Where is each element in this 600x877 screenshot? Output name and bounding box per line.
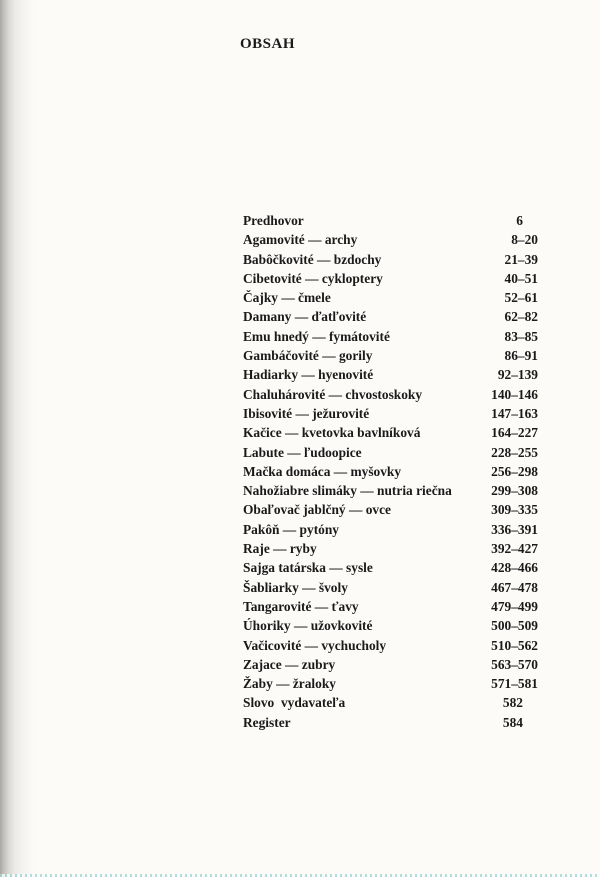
toc-entry-title: Hadiarky — hyenovité: [243, 367, 374, 383]
toc-entry-title: Mačka domáca — myšovky: [243, 463, 402, 479]
toc-entry: [243, 655, 543, 674]
toc-entry-title: Register: [243, 715, 291, 731]
toc-entry-pages: 21–39: [504, 251, 538, 267]
toc-entry-pages: 428–466: [491, 560, 538, 576]
toc-entry: [243, 346, 543, 365]
toc-entry-pages: 479–499: [491, 598, 538, 614]
toc-entry: [243, 539, 543, 558]
toc-entry-title: Žaby — žraloky: [243, 676, 336, 692]
toc-entry: [243, 230, 543, 249]
toc-entry: [243, 713, 543, 733]
toc-entry-pages: 571–581: [491, 676, 538, 692]
toc-entry: [243, 327, 543, 346]
toc-entry-title: Nahožiabre slimáky — nutria riečna: [243, 483, 452, 499]
toc-entry-pages: 467–478: [491, 579, 538, 595]
toc-entry: [243, 385, 543, 404]
toc-entry: [243, 462, 543, 481]
toc-entry-title: Slovo vydavateľa: [243, 695, 346, 711]
toc-entry-title: Ibisovité — ježurovité: [243, 405, 370, 421]
toc-entry-pages: 147–163: [491, 405, 538, 421]
toc-entry-pages: 86–91: [504, 348, 538, 364]
toc-entry-pages: 392–427: [491, 541, 538, 557]
toc-entry-title: Obaľovač jablčný — ovce: [243, 502, 391, 518]
toc-entry-pages: 140–146: [491, 386, 538, 402]
toc-entry: [243, 307, 543, 326]
toc-entry-title: Raje — ryby: [243, 541, 317, 557]
toc-entry: [243, 500, 543, 519]
toc-entry-pages: 309–335: [491, 502, 538, 518]
toc-entry-pages: 6: [516, 213, 523, 228]
toc-entry: [243, 365, 543, 384]
toc-entry-title: Chaluhárovité — chvostoskoky: [243, 386, 423, 402]
toc-entry: [243, 693, 543, 713]
toc-entry-title: Šabliarky — švoly: [243, 579, 348, 595]
toc-entry: [243, 616, 543, 635]
toc-entry-title: Emu hnedý — fymátovité: [243, 328, 390, 344]
toc-entry-pages: 256–298: [491, 463, 538, 479]
toc-entry-pages: 510–562: [491, 637, 538, 653]
toc-entry-pages: 40–51: [504, 270, 538, 286]
toc-entry-pages: 336–391: [491, 521, 538, 537]
toc-entry-pages: 52–61: [504, 290, 538, 306]
toc-entry-title: Čajky — čmele: [243, 290, 331, 306]
toc-entry: [243, 288, 543, 307]
toc-entry: [243, 558, 543, 577]
toc-entry-pages: 582: [502, 695, 523, 711]
toc-entry: [243, 597, 543, 616]
page-title: OBSAH: [240, 36, 296, 52]
toc-entry-pages: 500–509: [491, 618, 538, 634]
toc-entry: [243, 404, 543, 423]
toc-entry-pages: 299–308: [491, 483, 538, 499]
toc-entry-pages: 164–227: [491, 425, 538, 441]
toc-entry-pages: 228–255: [491, 444, 538, 460]
toc-entry-title: Vačicovité — vychucholy: [243, 637, 387, 653]
toc-entry-title: Labute — ľudoopice: [243, 444, 362, 460]
toc-entry-title: Cibetovité — cykloptery: [243, 270, 383, 286]
toc-entry-pages: 62–82: [504, 309, 538, 325]
toc-entry: [243, 443, 543, 462]
toc-entry-pages: 83–85: [504, 328, 538, 344]
toc-entry-pages: 8–20: [511, 232, 538, 248]
toc-entry-title: Pakôň — pytóny: [243, 521, 339, 537]
toc-entry: [243, 578, 543, 597]
toc-entry: [243, 481, 543, 500]
toc-entry-title: Damany — ďatľovité: [243, 309, 367, 325]
toc-entry-title: Sajga tatárska — sysle: [243, 560, 373, 576]
toc-entry-title: Gambáčovité — gorily: [243, 348, 373, 364]
table-of-contents: [243, 211, 543, 733]
toc-entry-title: Kačice — kvetovka bavlníková: [243, 425, 421, 441]
toc-entry-pages: 563–570: [491, 656, 538, 672]
toc-entry: [243, 636, 543, 655]
toc-entry-title: Babôčkovité — bzdochy: [243, 251, 382, 267]
toc-entry-title: Agamovité — archy: [243, 232, 358, 248]
toc-entry-title: Tangarovité — ťavy: [243, 598, 359, 614]
toc-entry: [243, 423, 543, 442]
toc-entry-title: Predhovor: [243, 213, 304, 228]
toc-entry: [243, 520, 543, 539]
toc-entry-pages: 584: [502, 715, 523, 731]
toc-entry: [243, 250, 543, 269]
toc-entry: [243, 269, 543, 288]
toc-entry-title: Úhoriky — užovkovité: [243, 618, 373, 634]
toc-entry-pages: 92–139: [497, 367, 538, 383]
toc-entry: [243, 211, 543, 230]
toc-entry-title: Zajace — zubry: [243, 656, 336, 672]
toc-entry: [243, 674, 543, 693]
